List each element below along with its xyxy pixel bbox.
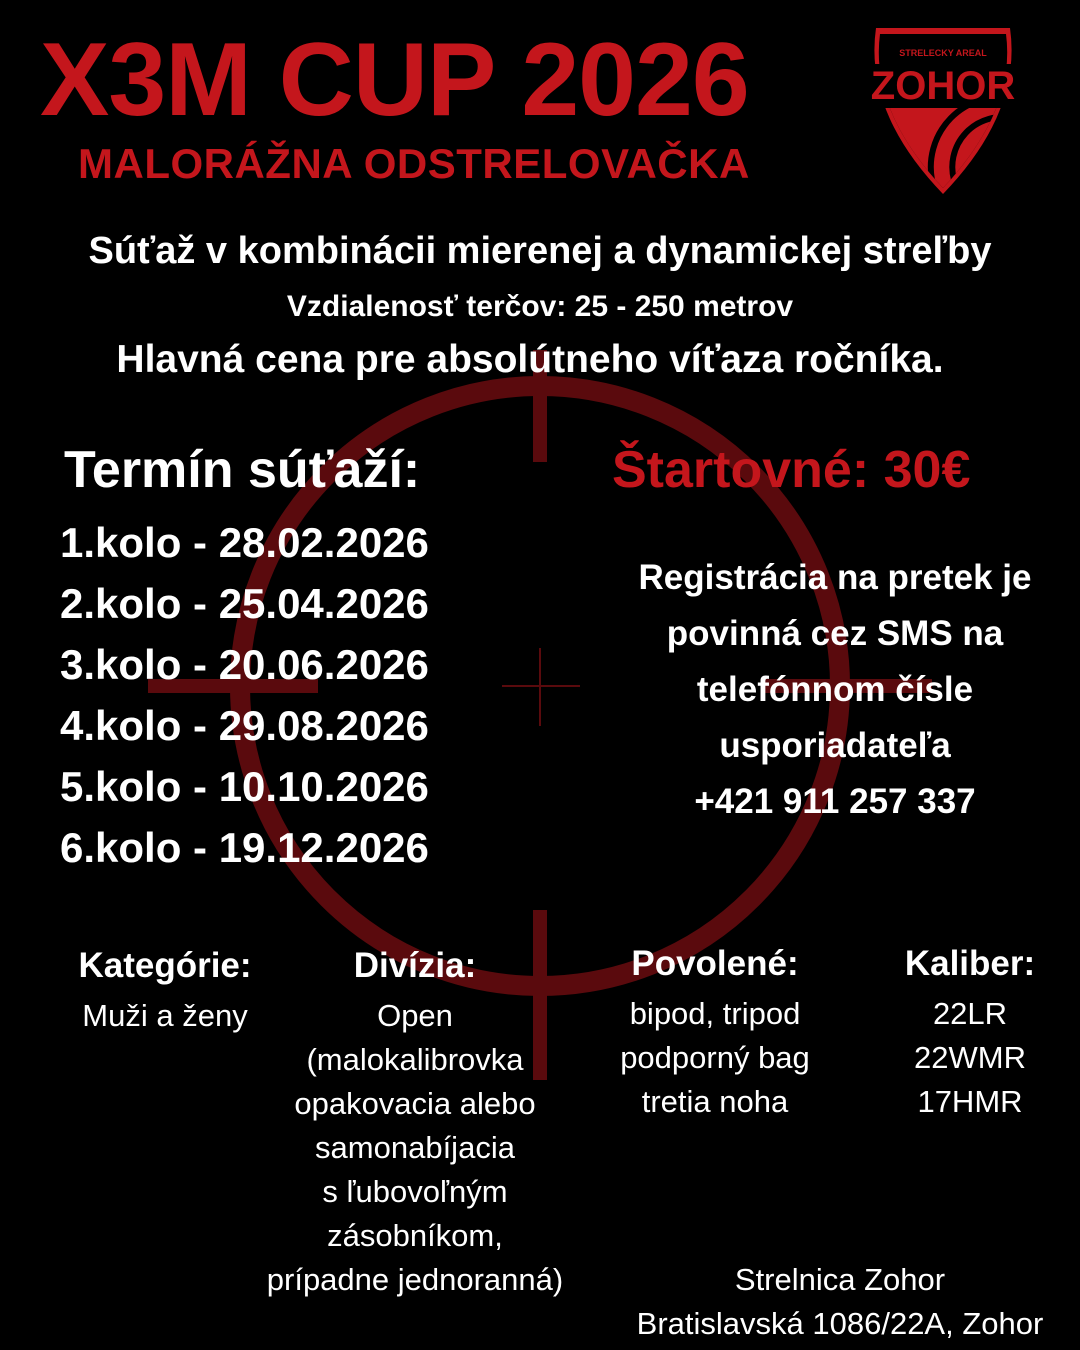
venue-street: Bratislavská 1086/22A, Zohor bbox=[636, 1306, 1044, 1341]
allowed-heading: Povolené: bbox=[631, 944, 799, 983]
event-subtitle: MALORÁŽNA ODSTRELOVAČKA bbox=[78, 140, 750, 187]
categories-line: Muži a ženy bbox=[82, 998, 248, 1033]
entry-fee: Štartovné: 30€ bbox=[612, 441, 971, 499]
division-line: opakovacia alebo bbox=[294, 1086, 536, 1121]
target-distance: Vzdialenosť terčov: 25 - 250 metrov bbox=[286, 290, 794, 323]
round-item: 6.kolo - 19.12.2026 bbox=[60, 824, 429, 871]
division-line: s ľubovoľným bbox=[322, 1174, 508, 1209]
division-line: Open bbox=[377, 998, 453, 1033]
phone-number: +421 911 257 337 bbox=[694, 782, 976, 821]
registration-line: telefónnom čísle bbox=[696, 670, 974, 709]
caliber-line: 17HMR bbox=[917, 1084, 1023, 1119]
round-item: 2.kolo - 25.04.2026 bbox=[60, 580, 429, 627]
round-item: 4.kolo - 29.08.2026 bbox=[60, 702, 429, 749]
registration-info bbox=[610, 550, 1060, 830]
caliber-heading: Kaliber: bbox=[904, 944, 1036, 983]
registration-line: povinná cez SMS na bbox=[666, 614, 1004, 653]
venue-name: Strelnica Zohor bbox=[734, 1262, 946, 1297]
round-list bbox=[60, 512, 429, 878]
logo-top-text: STRELECKY AREAL bbox=[899, 48, 987, 58]
logo-name: ZOHOR bbox=[870, 64, 1016, 108]
tagline: Súťaž v kombinácii mierenej a dynamickej streľby bbox=[88, 230, 992, 272]
schedule-heading: Termín súťaží: bbox=[64, 441, 421, 499]
division-line: (malokalibrovka bbox=[306, 1042, 524, 1077]
division-line: samonabíjacia bbox=[315, 1130, 515, 1165]
round-item: 3.kolo - 20.06.2026 bbox=[60, 641, 429, 688]
caliber-line: 22LR bbox=[932, 996, 1008, 1031]
caliber-line: 22WMR bbox=[914, 1040, 1026, 1075]
caliber-column bbox=[880, 944, 1060, 1124]
main-prize: Hlavná cena pre absolútneho víťaza ročníka. bbox=[116, 338, 944, 381]
round-item: 1.kolo - 28.02.2026 bbox=[60, 519, 429, 566]
division-heading: Divízia: bbox=[353, 946, 477, 985]
event-title: X3M CUP 2026 bbox=[40, 22, 749, 138]
allowed-line: tretia noha bbox=[641, 1084, 789, 1119]
allowed-line: bipod, tripod bbox=[629, 996, 801, 1031]
division-line: zásobníkom, bbox=[327, 1218, 503, 1253]
registration-line: usporiadateľa bbox=[719, 726, 951, 765]
allowed-line: podporný bag bbox=[620, 1040, 810, 1075]
round-item: 5.kolo - 10.10.2026 bbox=[60, 763, 429, 810]
venue-address bbox=[610, 1258, 1070, 1346]
categories-heading: Kategórie: bbox=[78, 946, 252, 985]
division-column bbox=[250, 946, 580, 1302]
shield-target-icon bbox=[862, 20, 1024, 196]
registration-line: Registrácia na pretek je bbox=[638, 558, 1032, 597]
division-line: prípadne jednoranná) bbox=[266, 1262, 564, 1297]
allowed-column bbox=[595, 944, 835, 1124]
